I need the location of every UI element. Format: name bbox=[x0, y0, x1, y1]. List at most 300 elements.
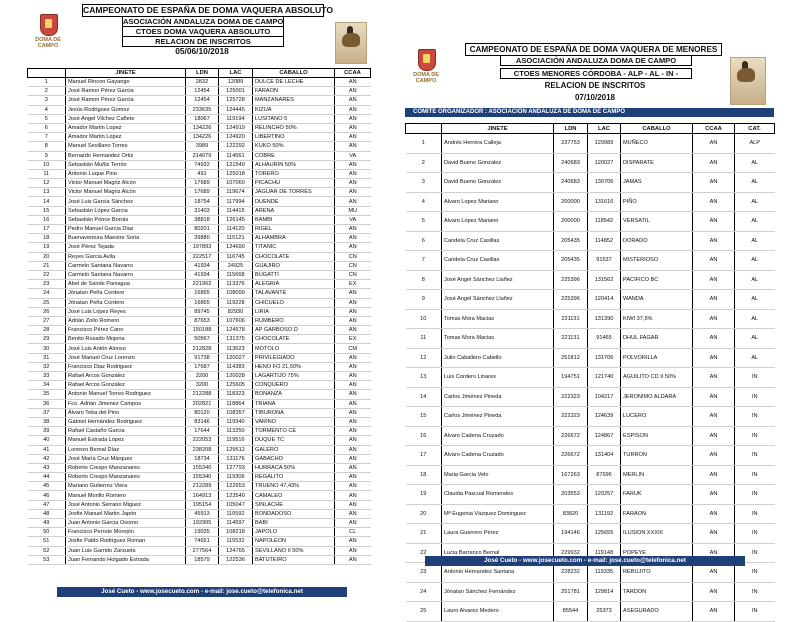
table-row bbox=[406, 192, 775, 212]
table-row bbox=[406, 348, 775, 368]
table-row bbox=[406, 524, 775, 544]
horse-name: VERSATIL bbox=[621, 212, 693, 232]
ccaa-value: AN bbox=[335, 169, 371, 178]
rider-name: Jónatan Peña Cordero bbox=[66, 289, 186, 298]
ldn-value: 222053 bbox=[186, 436, 219, 445]
table-row bbox=[28, 188, 371, 197]
ldn-value: 212828 bbox=[186, 344, 219, 353]
horse-name: RELINCHO 50% bbox=[253, 123, 335, 132]
ldn-value: 91738 bbox=[186, 353, 219, 362]
table-row bbox=[28, 96, 371, 105]
row-number: 50 bbox=[28, 528, 66, 537]
category-value: AL bbox=[735, 270, 775, 290]
table-row bbox=[28, 427, 371, 436]
row-number: 10 bbox=[406, 309, 442, 329]
lac-value: 119340 bbox=[219, 417, 253, 426]
rider-name: Julio Caballero Cabello bbox=[442, 348, 554, 368]
lac-value: 24925 bbox=[219, 261, 253, 270]
category-value: AL bbox=[735, 290, 775, 310]
lac-value: 108099 bbox=[219, 289, 253, 298]
ldn-value: 164913 bbox=[186, 491, 219, 500]
table-row bbox=[28, 179, 371, 188]
lac-value: 120414 bbox=[588, 290, 621, 310]
rider-name: Amador Martin Lopez bbox=[66, 133, 186, 142]
ccaa-value: CL bbox=[335, 528, 371, 537]
table-row bbox=[28, 500, 371, 509]
ldn-value: 18734 bbox=[186, 454, 219, 463]
lac-value: 124639 bbox=[588, 407, 621, 427]
ldn-value: 225396 bbox=[554, 270, 588, 290]
ldn-value: 238208 bbox=[186, 445, 219, 454]
ccaa-value: AN bbox=[335, 519, 371, 528]
ccaa-value: AN bbox=[335, 160, 371, 169]
horse-name: SEVILLANO II 50% bbox=[253, 546, 335, 555]
horse-name: NAPOLEON bbox=[253, 537, 335, 546]
ccaa-value: VA bbox=[335, 151, 371, 160]
lac-value: 118542 bbox=[588, 212, 621, 232]
ccaa-value: CM bbox=[335, 344, 371, 353]
lac-value: 117994 bbox=[219, 197, 253, 206]
table-row bbox=[28, 160, 371, 169]
rider-name: Juan Luis Garrido Zarzuela bbox=[66, 546, 186, 555]
row-number: 11 bbox=[28, 169, 66, 178]
row-number: 14 bbox=[406, 387, 442, 407]
ldn-value: 18754 bbox=[186, 197, 219, 206]
ccaa-value: AN bbox=[335, 133, 371, 142]
category-value: AL bbox=[735, 153, 775, 173]
horse-name: LAGARTIJO 75% bbox=[253, 372, 335, 381]
rider-name: Sebastián Ponce Borrás bbox=[66, 215, 186, 224]
rider-name: José Luis Antón Alonso bbox=[66, 344, 186, 353]
rider-name: Jónatan Sánchez Fernández bbox=[442, 582, 554, 602]
horse-name: AGUILITO CD II 50% bbox=[621, 368, 693, 388]
table-row bbox=[28, 197, 371, 206]
col-jinete: JINETE bbox=[66, 69, 186, 78]
rider-name: José Luis López Reyes bbox=[66, 307, 186, 316]
horse-name: PACIFICO BC bbox=[621, 270, 693, 290]
ldn-value: 251781 bbox=[554, 582, 588, 602]
ldn-value: 19035 bbox=[186, 528, 219, 537]
ccaa-value: EX bbox=[335, 280, 371, 289]
table-row bbox=[28, 546, 371, 555]
list-heading: RELACION DE INSCRITOS bbox=[544, 81, 646, 90]
ldn-value: 12454 bbox=[186, 87, 219, 96]
rider-name: José Pérez Tejada bbox=[66, 243, 186, 252]
ldn-value: 194146 bbox=[554, 524, 588, 544]
horse-name: MUÑECO bbox=[621, 134, 693, 154]
rider-name: Alvaro Cadena Cruzado bbox=[442, 426, 554, 446]
lac-value: 124765 bbox=[219, 546, 253, 555]
lac-value: 124867 bbox=[588, 426, 621, 446]
lac-value: 115532 bbox=[219, 537, 253, 546]
horse-name: KIWI 37,5% bbox=[621, 309, 693, 329]
row-number: 26 bbox=[28, 307, 66, 316]
horse-name: BUGATTI bbox=[253, 270, 335, 279]
ldn-value: 87653 bbox=[186, 316, 219, 325]
ldn-value: 74651 bbox=[186, 537, 219, 546]
table-row bbox=[406, 270, 775, 290]
row-number: 39 bbox=[28, 427, 66, 436]
col-ldn: LDN bbox=[186, 69, 219, 78]
col-caballo: CABALLO bbox=[253, 69, 335, 78]
row-number: 12 bbox=[28, 179, 66, 188]
ccaa-value: MU bbox=[335, 206, 371, 215]
row-number: 43 bbox=[28, 463, 66, 472]
ldn-value: 41934 bbox=[186, 270, 219, 279]
rider-name: David Bueno Gonzalez bbox=[442, 153, 554, 173]
ldn-value: 221131 bbox=[554, 329, 588, 349]
ccaa-value: AN bbox=[335, 353, 371, 362]
col-cat: CAT. bbox=[735, 124, 775, 134]
row-number: 24 bbox=[406, 582, 442, 602]
rider-name: Buenaventura Maestre Soria bbox=[66, 234, 186, 243]
table-row bbox=[406, 387, 775, 407]
row-number: 52 bbox=[28, 546, 66, 555]
rider-name: Francisco Diaz Rodriguez bbox=[66, 362, 186, 371]
lac-value: 118864 bbox=[219, 399, 253, 408]
rider-name: Jesús Rodriguez Gomez bbox=[66, 105, 186, 114]
table-row bbox=[28, 417, 371, 426]
ccaa-value: AN bbox=[693, 543, 735, 563]
row-number: 16 bbox=[28, 215, 66, 224]
row-number: 11 bbox=[406, 329, 442, 349]
lac-value: 114597 bbox=[219, 519, 253, 528]
row-number: 22 bbox=[28, 270, 66, 279]
ldn-value: 212289 bbox=[186, 482, 219, 491]
row-number: 20 bbox=[406, 504, 442, 524]
horse-name: RIGEL bbox=[253, 225, 335, 234]
row-number: 40 bbox=[28, 436, 66, 445]
row-number: 2 bbox=[406, 153, 442, 173]
row-number: 5 bbox=[28, 114, 66, 123]
ccaa-value: AN bbox=[693, 485, 735, 505]
rider-name: Andrés Herrera Calleja bbox=[442, 134, 554, 154]
rider-name: José Angel Sánchez Llañez bbox=[442, 270, 554, 290]
lac-value: 129512 bbox=[219, 445, 253, 454]
ccaa-value: AN bbox=[335, 491, 371, 500]
rider-name: Lucia Barranco Bernal bbox=[442, 543, 554, 563]
ccaa-value: AN bbox=[693, 290, 735, 310]
rider-name: Antonio Hernandez Santana bbox=[442, 563, 554, 583]
horse-name: WANDA bbox=[621, 290, 693, 310]
horse-name: CAMALEO bbox=[253, 491, 335, 500]
ldn-value: 80201 bbox=[186, 225, 219, 234]
row-number: 34 bbox=[28, 381, 66, 390]
lac-value: 119148 bbox=[588, 543, 621, 563]
horse-name: TORMENTO CE bbox=[253, 427, 335, 436]
row-number: 35 bbox=[28, 390, 66, 399]
lac-value: 115121 bbox=[219, 234, 253, 243]
rider-name: Bernardo Hernandez Ortiz bbox=[66, 151, 186, 160]
ldn-value: 18067 bbox=[186, 114, 219, 123]
rider-name: Adrián Zoilo Romero bbox=[66, 316, 186, 325]
horse-name: DHUL FAGAR bbox=[621, 329, 693, 349]
ccaa-value: AN bbox=[335, 362, 371, 371]
lac-value: 108357 bbox=[219, 408, 253, 417]
table-row bbox=[28, 381, 371, 390]
ldn-value: 251812 bbox=[554, 348, 588, 368]
lac-value: 131616 bbox=[588, 192, 621, 212]
lac-value: 118323 bbox=[219, 390, 253, 399]
ldn-value: 203553 bbox=[554, 485, 588, 505]
ccaa-value: AN bbox=[335, 234, 371, 243]
rider-name: Roberto Crespo Manzanares bbox=[66, 473, 186, 482]
horse-name: BAMBI bbox=[253, 215, 335, 224]
table-row bbox=[406, 329, 775, 349]
table-row bbox=[28, 105, 371, 114]
ccaa-value: AN bbox=[693, 309, 735, 329]
ccaa-value: AN bbox=[335, 473, 371, 482]
ldn-value: 17644 bbox=[186, 427, 219, 436]
table-row bbox=[406, 153, 775, 173]
rider-name: José Ramon Pérez Garcia bbox=[66, 96, 186, 105]
ccaa-value: AN bbox=[335, 105, 371, 114]
lac-value: 125605 bbox=[219, 381, 253, 390]
col-num bbox=[406, 124, 442, 134]
rider-name: Manuel Rincon Gayango bbox=[66, 78, 186, 87]
row-number: 6 bbox=[28, 123, 66, 132]
horse-name: ASEGURADO bbox=[621, 602, 693, 622]
horse-name: DORADO bbox=[621, 231, 693, 251]
table-row bbox=[28, 326, 371, 335]
category-value: AL bbox=[735, 348, 775, 368]
category-value: AL bbox=[735, 192, 775, 212]
lac-value: 129814 bbox=[588, 582, 621, 602]
row-number: 15 bbox=[28, 206, 66, 215]
ldn-value: 214079 bbox=[186, 151, 219, 160]
lac-value: 113250 bbox=[219, 427, 253, 436]
footer-contact: José Cueto - www.josecueto.com - e-mail: jose.cueto@telefonica.net bbox=[57, 587, 347, 597]
table-row bbox=[406, 504, 775, 524]
category-value: AL bbox=[735, 231, 775, 251]
rider-name: Lorenzo Bernal Díaz bbox=[66, 445, 186, 454]
ccaa-value: AN bbox=[335, 225, 371, 234]
horse-name: TRIANA bbox=[253, 399, 335, 408]
table-row bbox=[406, 368, 775, 388]
menores-sheet bbox=[405, 43, 774, 615]
lac-value: 113376 bbox=[219, 280, 253, 289]
ldn-value: 195154 bbox=[186, 500, 219, 509]
lac-value: 129989 bbox=[588, 134, 621, 154]
horse-name: RUMBERO bbox=[253, 316, 335, 325]
ccaa-value: AN bbox=[335, 289, 371, 298]
row-number: 19 bbox=[406, 485, 442, 505]
table-row bbox=[28, 123, 371, 132]
rider-name: Candela Cruz Casillas bbox=[442, 251, 554, 271]
rider-name: Rafael Castaño Garcia bbox=[66, 427, 186, 436]
table-row bbox=[28, 335, 371, 344]
ldn-value: 17687 bbox=[186, 362, 219, 371]
table-row bbox=[28, 436, 371, 445]
rider-name: Roberto Crespo Manzanares bbox=[66, 463, 186, 472]
ccaa-value: AN bbox=[335, 537, 371, 546]
rider-name: José Luis Garcia Sánchez bbox=[66, 197, 186, 206]
table-row bbox=[28, 316, 371, 325]
row-number: 6 bbox=[406, 231, 442, 251]
crest-icon bbox=[40, 14, 58, 36]
horse-poster-image bbox=[730, 57, 766, 105]
ldn-value: 222517 bbox=[186, 252, 219, 261]
table-row bbox=[28, 353, 371, 362]
ldn-value: 237753 bbox=[554, 134, 588, 154]
table-row bbox=[28, 408, 371, 417]
rider-name: Francisco Perrote Morejón bbox=[66, 528, 186, 537]
row-number: 38 bbox=[28, 417, 66, 426]
table-row bbox=[28, 289, 371, 298]
ccaa-value: AN bbox=[335, 427, 371, 436]
horse-name: JAMAS bbox=[621, 173, 693, 193]
ldn-value: 17689 bbox=[186, 179, 219, 188]
table-row bbox=[28, 298, 371, 307]
table-row bbox=[28, 344, 371, 353]
row-number: 31 bbox=[28, 353, 66, 362]
lac-value: 122292 bbox=[219, 142, 253, 151]
lac-value: 119674 bbox=[219, 188, 253, 197]
row-number: 23 bbox=[28, 280, 66, 289]
ldn-value: 155340 bbox=[186, 473, 219, 482]
table-row bbox=[28, 528, 371, 537]
table-row bbox=[28, 78, 371, 87]
row-number: 7 bbox=[28, 133, 66, 142]
ldn-value: 17689 bbox=[186, 188, 219, 197]
absoluto-table bbox=[27, 68, 371, 565]
lac-value: 131192 bbox=[588, 504, 621, 524]
ldn-value: 240683 bbox=[554, 153, 588, 173]
category-value: IN bbox=[735, 504, 775, 524]
table-row bbox=[406, 602, 775, 622]
row-number: 19 bbox=[28, 243, 66, 252]
absoluto-sheet bbox=[27, 4, 370, 598]
table-row bbox=[28, 454, 371, 463]
horse-name: KUKO 50% bbox=[253, 142, 335, 151]
table-row bbox=[28, 482, 371, 491]
ldn-value: 192905 bbox=[186, 519, 219, 528]
ldn-value: 74932 bbox=[186, 160, 219, 169]
horse-name: LUCERO bbox=[621, 407, 693, 427]
row-number: 21 bbox=[28, 261, 66, 270]
ccaa-value: AN bbox=[335, 399, 371, 408]
ccaa-value: AN bbox=[335, 417, 371, 426]
event-line: CTOES MENORES CÓRDOBA - ALP - AL - IN - bbox=[500, 68, 692, 79]
lac-value: 124919 bbox=[219, 123, 253, 132]
row-number: 1 bbox=[28, 78, 66, 87]
list-heading: RELACION DE INSCRITOS bbox=[122, 36, 284, 47]
table-row bbox=[28, 307, 371, 316]
category-value: IN bbox=[735, 563, 775, 583]
ldn-value: 205435 bbox=[554, 231, 588, 251]
lac-value: 131390 bbox=[588, 309, 621, 329]
logo-text: DOMA DE CAMPO bbox=[413, 72, 439, 84]
rider-name: Alvaro Lopez Mariano bbox=[442, 212, 554, 232]
horse-name: REGALITO bbox=[253, 473, 335, 482]
ldn-value: 41934 bbox=[186, 261, 219, 270]
horse-name: LIRIA bbox=[253, 307, 335, 316]
ldn-value: 222323 bbox=[554, 407, 588, 427]
horse-name: JAGUAR DE TORRES bbox=[253, 188, 335, 197]
table-row bbox=[28, 133, 371, 142]
row-number: 23 bbox=[406, 563, 442, 583]
ccaa-value: CN bbox=[335, 252, 371, 261]
ccaa-value: AN bbox=[335, 372, 371, 381]
table-row bbox=[28, 519, 371, 528]
horse-name: VARINO bbox=[253, 417, 335, 426]
category-value: IN bbox=[735, 368, 775, 388]
footer-contact: José Cueto - www.josecueto.com - e-mail: jose.cueto@telefonica.net bbox=[425, 556, 745, 566]
row-number: 4 bbox=[28, 105, 66, 114]
lac-value: 107060 bbox=[219, 179, 253, 188]
lac-value: 131176 bbox=[219, 454, 253, 463]
table-row bbox=[28, 555, 371, 564]
horse-name: JERONIMO ALDARA bbox=[621, 387, 693, 407]
lac-value: 114415 bbox=[219, 206, 253, 215]
table-header bbox=[406, 124, 775, 134]
organizing-committee-bar: COMITÉ ORGANIZADOR : ASOCIACIÓN ANDALUZA DE DOMA DE CAMPO bbox=[405, 108, 774, 117]
ccaa-value: AN bbox=[693, 602, 735, 622]
col-ccaa: CCAA bbox=[335, 69, 371, 78]
table-row bbox=[28, 509, 371, 518]
table-row bbox=[406, 231, 775, 251]
row-number: 28 bbox=[28, 326, 66, 335]
horse-name: ILUSION XXXIII bbox=[621, 524, 693, 544]
rider-name: José Antonio Serrano Miguez bbox=[66, 500, 186, 509]
horse-name: PRIVILEGIADO bbox=[253, 353, 335, 362]
ldn-value: 202821 bbox=[186, 399, 219, 408]
table-row bbox=[28, 243, 371, 252]
horse-name: AP GARBOSO D bbox=[253, 326, 335, 335]
col-jinete: JINETE bbox=[442, 124, 554, 134]
lac-value: 114852 bbox=[588, 231, 621, 251]
rider-name: Sebastián Muñiz Terrón bbox=[66, 160, 186, 169]
table-row bbox=[28, 445, 371, 454]
col-ccaa: CCAA bbox=[693, 124, 735, 134]
horse-name: MISTERIOSO bbox=[621, 251, 693, 271]
ccaa-value: AN bbox=[693, 251, 735, 271]
ldn-value: 277564 bbox=[186, 546, 219, 555]
ccaa-value: AN bbox=[693, 212, 735, 232]
rider-name: Claudia Pascual Romerales bbox=[442, 485, 554, 505]
horse-name: LUSITANO 5 bbox=[253, 114, 335, 123]
rider-name: Carmelo Santana Navarro bbox=[66, 261, 186, 270]
ldn-value: 226672 bbox=[554, 446, 588, 466]
row-number: 37 bbox=[28, 408, 66, 417]
rider-name: Sebastián López Garcia bbox=[66, 206, 186, 215]
table-row bbox=[406, 465, 775, 485]
ccaa-value: AN bbox=[693, 192, 735, 212]
lac-value: 114120 bbox=[219, 225, 253, 234]
category-value: AL bbox=[735, 173, 775, 193]
horse-name: TIBURONA bbox=[253, 408, 335, 417]
horse-name: FARAON bbox=[621, 504, 693, 524]
row-number: 53 bbox=[28, 555, 66, 564]
ccaa-value: AN bbox=[335, 188, 371, 197]
ccaa-value: AN bbox=[693, 582, 735, 602]
row-number: 2 bbox=[28, 87, 66, 96]
row-number: 25 bbox=[28, 298, 66, 307]
lac-value: 119228 bbox=[219, 298, 253, 307]
ldn-value: 89745 bbox=[186, 307, 219, 316]
rider-name: Benito Rosado Mojena bbox=[66, 335, 186, 344]
rider-name: Fco. Adrián Jimenez Campos bbox=[66, 399, 186, 408]
rider-name: Candela Cruz Casillas bbox=[442, 231, 554, 251]
lac-value: 105047 bbox=[219, 500, 253, 509]
ccaa-value: AN bbox=[693, 134, 735, 154]
horse-name: CHOCOLATE bbox=[253, 335, 335, 344]
row-number: 4 bbox=[406, 192, 442, 212]
rider-name: Pedro Manuel Garcia Diaz bbox=[66, 225, 186, 234]
ldn-value: 225396 bbox=[554, 290, 588, 310]
lac-value: 91537 bbox=[588, 251, 621, 271]
lac-value: 91465 bbox=[588, 329, 621, 349]
